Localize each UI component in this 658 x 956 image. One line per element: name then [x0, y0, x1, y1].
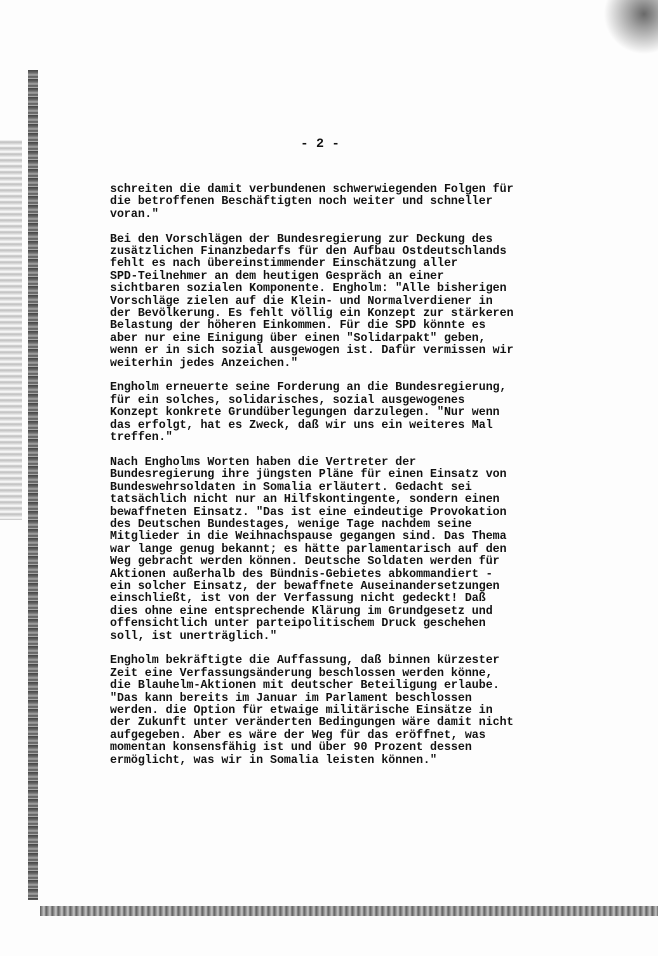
paragraph [110, 457, 540, 643]
text-line: offensichtlich unter parteipolitischem Druck geschehen [110, 617, 486, 631]
text-line: einschließt, ist von der Verfassung nicht gedeckt! Daß [110, 592, 486, 606]
paragraph [110, 184, 540, 221]
text-line: wenn er in sich sozial ausgewogen ist. Dafür vermissen wir [110, 344, 514, 358]
text-line: Engholm erneuerte seine Forderung an die Bundesregierung, [110, 381, 507, 395]
text-line: war lange genug bekannt; es hätte parlamentarisch auf den [110, 542, 507, 556]
text-line: ermöglicht, was wir in Somalia leisten können." [110, 753, 437, 767]
page-number: - 2 - [300, 136, 340, 151]
text-line: Engholm bekräftigte die Auffassung, daß binnen kürzester [110, 654, 500, 668]
text-line: weiterhin jedes Anzeichen." [110, 356, 298, 370]
text-line: Aktionen außerhalb des Bündnis-Gebietes abkommandiert - [110, 567, 493, 581]
scan-edge-left [28, 70, 38, 900]
text-line: tatsächlich nicht nur an Hilfskontingente, sondern einen [110, 493, 500, 507]
text-line: SPD-Teilnehmer an dem heutigen Gespräch an einer [110, 269, 444, 283]
text-line: Nach Engholms Worten haben die Vertreter der [110, 455, 417, 469]
text-line: sichtbaren sozialen Komponente. Engholm: "Alle bisherigen [110, 282, 507, 296]
body-text [110, 184, 540, 779]
text-line: die betroffenen Beschäftigten noch weiter und schneller [110, 195, 493, 209]
text-line: zusätzlichen Finanzbedarfs für den Aufbau Ostdeutschlands [110, 245, 507, 259]
text-line: treffen." [110, 431, 173, 445]
text-line: Bundeswehrsoldaten in Somalia erläutert. Gedacht sei [110, 480, 472, 494]
text-line: Zeit eine Verfassungsänderung beschlossen werden könne, [110, 666, 493, 680]
text-line: voran." [110, 207, 159, 221]
text-line: für ein solches, solidarisches, sozial ausgewogenes [110, 393, 465, 407]
scan-corner-mark [588, 0, 658, 70]
text-line: Bundesregierung ihre jüngsten Pläne für einen Einsatz von [110, 468, 507, 482]
text-line: dies ohne eine entsprechende Klärung im Grundgesetz und [110, 604, 493, 618]
text-line: werden. die Option für etwaige militärische Einsätze in [110, 704, 493, 717]
text-line: soll, ist unerträglich." [110, 629, 277, 643]
text-line: "Das kann bereits im Januar im Parlament beschlossen [110, 691, 472, 705]
text-line: der Zukunft unter veränderten Bedingungen wäre damit nicht [110, 716, 514, 730]
text-line: Vorschläge zielen auf die Klein- und Normalverdiener in [110, 294, 493, 308]
text-line: der Bevölkerung. Es fehlt völlig ein Konzept zur stärkeren [110, 307, 514, 321]
scan-edge-bottom [40, 906, 658, 916]
paragraph [110, 655, 540, 767]
scan-edge-left-faint [0, 140, 22, 520]
text-line: des Deutschen Bundestages, wenige Tage nachdem seine [110, 517, 472, 531]
text-line: Weg gebracht werden können. Deutsche Soldaten werden für [110, 555, 500, 569]
text-line: Bei den Vorschlägen der Bundesregierung zur Deckung des [110, 232, 493, 246]
paragraph [110, 382, 540, 444]
text-line: schreiten die damit verbundenen schwerwiegenden Folgen für [110, 183, 514, 196]
text-line: aber nur eine Einigung über einen "Solidarpakt" geben, [110, 331, 486, 345]
text-line: Mitglieder in die Weihnachspause gegangen sind. Das Thema [110, 530, 507, 544]
text-line: aufgegeben. Aber es wäre der Weg für das eröffnet, was [110, 728, 486, 742]
text-line: ein solcher Einsatz, der bewaffnete Auseinandersetzungen [110, 579, 500, 593]
text-line: die Blauhelm-Aktionen mit deutscher Beteiligung erlaube. [110, 679, 500, 693]
text-line: fehlt es nach übereinstimmender Einschätzung aller [110, 257, 458, 271]
text-line: bewaffneten Einsatz. "Das ist eine eindeutige Provokation [110, 505, 507, 519]
paragraph [110, 234, 540, 370]
text-line: Belastung der höheren Einkommen. Für die SPD könnte es [110, 319, 486, 333]
text-line: momentan konsensfähig ist und über 90 Prozent dessen [110, 741, 472, 755]
text-line: das erfolgt, hat es Zweck, daß wir uns ein weiteres Mal [110, 418, 493, 432]
text-line: Konzept konkrete Grundüberlegungen darzulegen. "Nur wenn [110, 406, 500, 420]
